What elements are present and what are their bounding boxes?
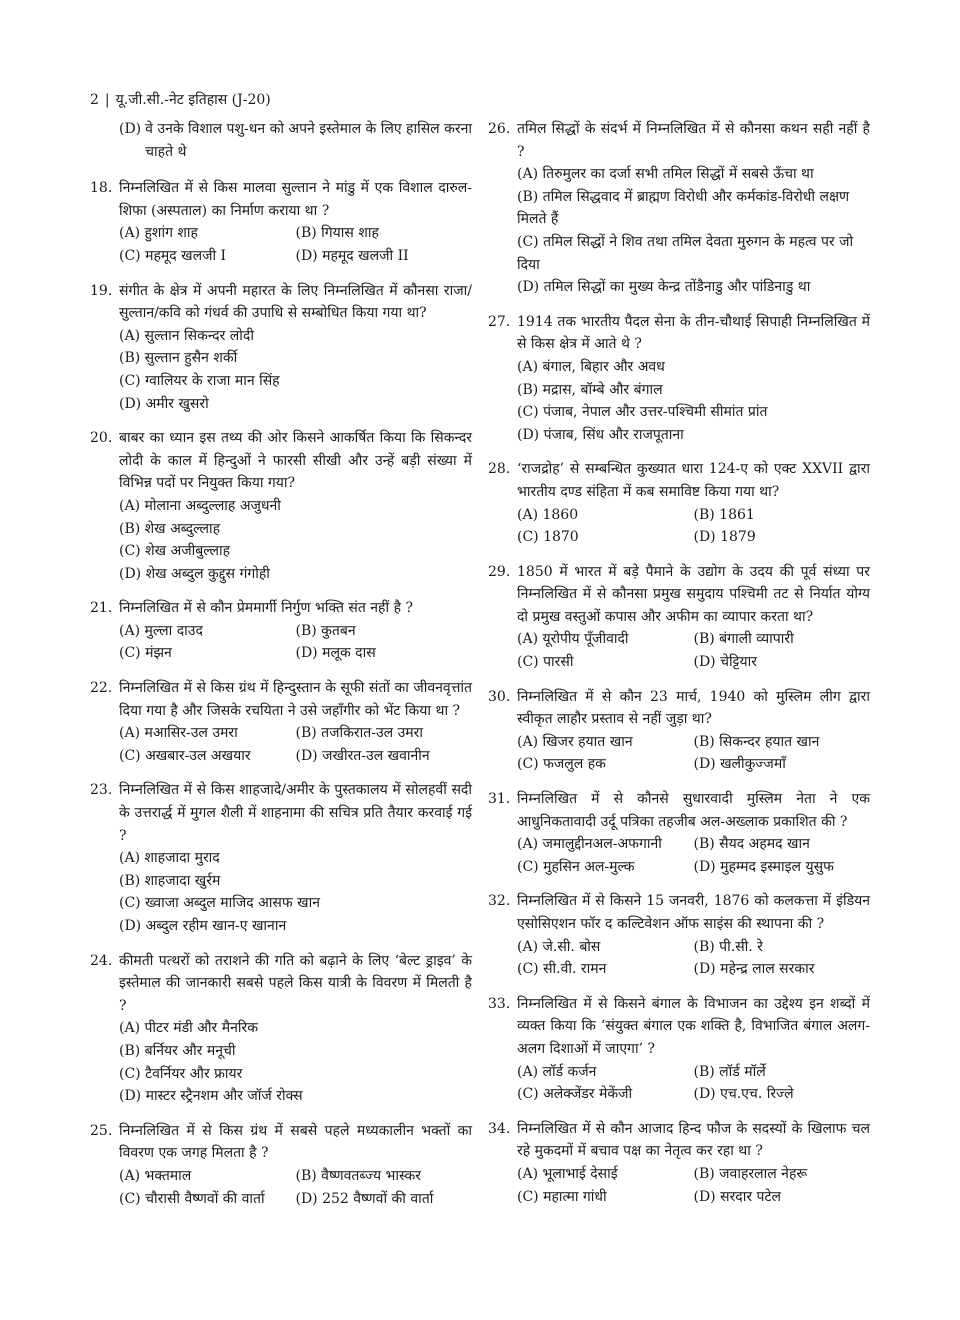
option-b: (B) सुल्तान हुसैन शर्की	[119, 350, 238, 367]
question-number: 18.	[90, 180, 113, 197]
option-b: (B) जवाहरलाल नेहरू	[693, 1165, 808, 1182]
option-a: (A) बंगाल, बिहार और अवध	[517, 358, 665, 375]
option-b: (B) तमिल सिद्धवाद में ब्राह्मण विरोधी और कर्मकांड-विरोधी लक्षण मिलते हैं	[517, 188, 850, 228]
question-26	[488, 118, 870, 299]
option-d: (D) खलीकुज्जमाँ	[693, 756, 786, 773]
option-d: (D) पंजाब, सिंध और राजपूताना	[517, 426, 684, 443]
option-d: (D) अमीर खुसरो	[119, 395, 209, 412]
question-23	[90, 779, 472, 937]
options-list	[488, 1163, 870, 1208]
question-number: 25.	[90, 1122, 113, 1139]
option-c: (C) अलेक्जेंडर मेकेंजी	[517, 1086, 633, 1103]
option-a: (A) खिजर हयात खान	[517, 733, 633, 750]
option-c: (C) मंझन	[119, 645, 172, 662]
question-number: 32.	[488, 893, 511, 910]
option-d: (D) महमूद खलजी II	[295, 247, 409, 264]
question-25	[90, 1120, 472, 1210]
option-a: (A) यूरोपीय पूँजीवादी	[517, 631, 629, 648]
question-31	[488, 788, 870, 878]
option-c: (C) महमूद खलजी I	[119, 247, 227, 264]
question-33	[488, 993, 870, 1106]
option-a: (A) मोलाना अब्दुल्लाह अजुधनी	[119, 497, 281, 514]
question-text: कीमती पत्थरों को तराशने की गति को बढ़ाने के लिए ‘बेल्ट ड्राइव’ के इस्तेमाल की जानकारी सबसे पहले किस यात्री के विवरण में मिलती है ?	[119, 952, 472, 1014]
question-text: निम्नलिखित में से किस मालवा सुल्तान ने मांडु में एक विशाल दारुल-शिफा (अस्पताल) का निर्माण कराया था ?	[119, 180, 472, 219]
options-list	[488, 356, 870, 446]
option-b: (B) लॉर्ड मॉर्ले	[693, 1063, 766, 1080]
option-a: (A) हुशांग शाह	[119, 225, 198, 242]
options-list	[90, 1017, 472, 1107]
option-d: (D) 252 वैष्णवों की वार्ता	[295, 1190, 434, 1207]
continued-option	[90, 118, 472, 163]
option-d: (D) मलूक दास	[295, 645, 376, 662]
options-list	[488, 936, 870, 981]
question-number: 27.	[488, 313, 511, 330]
option-d: (D) महेन्द्र लाल सरकार	[693, 961, 815, 978]
option-b: (B) शाहजादा खुर्रम	[119, 872, 221, 889]
question-text: बाबर का ध्यान इस तथ्य की ओर किसने आकर्षित किया कि सिकन्दर लोदी के काल में हिन्दुओं ने फारसी सीखी और उन्हें बड़ी संख्या में विभिन्न पदों पर नियुक्त किया गया?	[119, 430, 472, 492]
option-d: (D) चेट्टियार	[693, 654, 757, 671]
options-list	[90, 620, 472, 665]
option-b: (B) बंगाली व्यापारी	[693, 631, 794, 648]
question-text: निम्नलिखित में से किस ग्रंथ में सबसे पहले मध्यकालीन भक्तों का विवरण एक जगह मिलता है ?	[119, 1122, 472, 1162]
question-text: ‘राजद्रोह’ से सम्बन्धित कुख्यात धारा 124-ए को एक्ट XXVII द्वारा भारतीय दण्ड संहिता में कब समाविष्ट किया गया था?	[517, 461, 870, 500]
question-19	[90, 280, 472, 416]
page-number: 2	[90, 92, 99, 108]
question-text: निम्नलिखित में से किस शाहजादे/अमीर के पुस्तकालय में सोलहवीं सदी के उत्तरार्द्ध में मुगल शैली में शाहनामा की सचित्र प्रति तैयार करवाई गई ?	[119, 782, 472, 844]
question-34	[488, 1118, 870, 1208]
option-a: (A) 1860	[517, 506, 579, 523]
options-list	[488, 504, 870, 549]
option-text: वे उनके विशाल पशु-धन को अपने इस्तेमाल के लिए हासिल करना चाहते थे	[145, 121, 472, 160]
option-d: (D) जखीरत-उल खवानीन	[295, 747, 430, 764]
option-c: (C) सी.वी. रामन	[517, 961, 607, 978]
question-number: 19.	[90, 282, 113, 299]
question-number: 20.	[90, 430, 113, 447]
option-d: (D) मुहम्मद इस्माइल युसुफ	[693, 858, 834, 875]
question-text: निम्नलिखित में से किसने बंगाल के विभाजन का उद्देश्य इन शब्दों में व्यक्त किया कि ‘संयुक्त बंगाल एक शक्ति है, विभाजित बंगाल अलग-अलग दिशाओं में जाएगा’ ?	[517, 995, 870, 1057]
option-b: (B) शेख अब्दुल्लाह	[119, 520, 221, 537]
option-c: (C) 1870	[517, 529, 579, 546]
option-c: (C) टैवर्नियर और फ्रायर	[119, 1065, 243, 1082]
option-c: (C) तमिल सिद्धों ने शिव तथा तमिल देवता मुरुगन के महत्व पर जो दिया	[517, 233, 854, 273]
option-a: (A) सुल्तान सिकन्दर लोदी	[119, 327, 254, 344]
question-18	[90, 177, 472, 267]
question-number: 34.	[488, 1120, 511, 1137]
option-b: (B) मद्रास, बॉम्बे और बंगाल	[517, 381, 663, 398]
option-b: (B) बर्नियर और मनूची	[119, 1042, 236, 1059]
option-c: (C) मुहसिन अल-मुल्क	[517, 858, 635, 875]
option-a: (A) जमालुद्दीनअल-अफगानी	[517, 836, 662, 853]
options-list	[90, 222, 472, 267]
question-27	[488, 311, 870, 447]
option-a: (A) लॉर्ड कर्जन	[517, 1063, 597, 1080]
option-b: (B) वैष्णवतब्ज्य भास्कर	[295, 1167, 421, 1184]
option-c: (C) ख्वाजा अब्दुल माजिद आसफ खान	[119, 895, 320, 912]
question-28	[488, 458, 870, 548]
option-d: (D) शेख अब्दुल कुद्दुस गंगोही	[119, 565, 270, 582]
options-list	[488, 628, 870, 673]
option-b: (B) पी.सी. रे	[693, 938, 763, 955]
question-text: निम्नलिखित में से कौन आजाद हिन्द फौज के सदस्यों के खिलाफ चल रहे मुकदमों में बचाव पक्ष का नेतृत्व कर रहा था ?	[517, 1120, 870, 1160]
option-d: (D) एच.एच. रिज्ले	[693, 1086, 794, 1103]
question-text: संगीत के क्षेत्र में अपनी महारत के लिए निम्नलिखित में कौनसा राजा/सुल्तान/कवि को गंधर्व की उपाधि से सम्बोधित किया गया था?	[119, 282, 472, 322]
option-b: (B) सैयद अहमद खान	[693, 836, 810, 853]
option-a: (A) मआसिर-उल उमरा	[119, 725, 238, 742]
option-b: (B) तजकिरात-उल उमरा	[295, 725, 423, 742]
option-d: (D) सरदार पटेल	[693, 1188, 782, 1205]
option-c: (C) महात्मा गांधी	[517, 1188, 607, 1205]
question-number: 21.	[90, 600, 113, 617]
header-separator: |	[104, 92, 110, 108]
option-c: (C) फजलुल हक	[517, 756, 606, 773]
options-list	[90, 325, 472, 415]
option-d: (D) तमिल सिद्धों का मुख्य केन्द्र तोंडैनाडु और पांडिनाडु था	[517, 279, 811, 296]
option-d: (D) मास्टर स्ट्रैनशम और जॉर्ज रोक्स	[119, 1088, 303, 1105]
option-a: (A) तिरुमुलर का दर्जा सभी तमिल सिद्धों में सबसे ऊँचा था	[517, 166, 814, 183]
option-c: (C) चौरासी वैष्णवों की वार्ता	[119, 1190, 265, 1207]
option-a: (A) जे.सी. बोस	[517, 938, 601, 955]
option-d: (D) 1879	[693, 529, 756, 546]
option-a: (A) पीटर मंडी और मैनरिक	[119, 1020, 258, 1037]
options-list	[488, 163, 870, 299]
question-number: 29.	[488, 563, 511, 580]
options-list	[488, 833, 870, 878]
page-header	[90, 90, 271, 109]
question-text: तमिल सिद्धों के संदर्भ में निम्नलिखित में से कौनसा कथन सही नहीं है ?	[517, 121, 870, 160]
options-list	[90, 847, 472, 937]
option-b: (B) कुतबन	[295, 622, 356, 639]
question-text: 1914 तक भारतीय पैदल सेना के तीन-चौथाई सिपाही निम्नलिखित में से किस क्षेत्र में आते थे ?	[517, 313, 870, 353]
question-text: 1850 में भारत में बड़े पैमाने के उद्योग के उदय की पूर्व संध्या पर निम्नलिखित में से कौनसा प्रमुख समुदाय पश्चिमी तट से निर्यात योग्य दो प्रमुख वस्तुओं कपास और अफीम का व्यापार करता था?	[517, 563, 870, 625]
option-a: (A) शाहजादा मुराद	[119, 850, 220, 867]
question-number: 28.	[488, 461, 511, 478]
option-b: (B) सिकन्दर हयात खान	[693, 733, 820, 750]
option-b: (B) 1861	[693, 506, 755, 523]
question-number: 30.	[488, 688, 511, 705]
question-21	[90, 597, 472, 665]
question-number: 31.	[488, 791, 511, 808]
question-text: निम्नलिखित में से कौनसे सुधारवादी मुस्लिम नेता ने एक आधुनिकतावादी उर्दू पत्रिका तहजीब अल-अख्लाक प्रकाशित की ?	[517, 791, 870, 830]
options-list	[488, 1061, 870, 1106]
question-text: निम्नलिखित में से किस ग्रंथ में हिन्दुस्तान के सूफी संतों का जीवनवृत्तांत दिया गया है और जिसके रचयिता ने उसे जहाँगीर को भेंट किया था ?	[119, 680, 472, 719]
options-list	[90, 722, 472, 767]
option-b: (B) गियास शाह	[295, 225, 379, 242]
left-column	[90, 118, 472, 1222]
question-22	[90, 677, 472, 767]
option-c: (C) शेख अजीबुल्लाह	[119, 543, 231, 560]
option-a: (A) भूलाभाई देसाई	[517, 1165, 618, 1182]
question-20	[90, 427, 472, 585]
question-24	[90, 950, 472, 1108]
question-number: 23.	[90, 782, 113, 799]
question-30	[488, 686, 870, 776]
question-32	[488, 890, 870, 980]
right-column	[488, 118, 870, 1220]
question-29	[488, 561, 870, 674]
question-text: निम्नलिखित में से कौन 23 मार्च, 1940 को मुस्लिम लीग द्वारा स्वीकृत लाहौर प्रस्ताव से नहीं जुड़ा था?	[517, 688, 870, 728]
header-title: यू.जी.सी.-नेट इतिहास (J-20)	[115, 92, 271, 108]
option-label: (D)	[119, 121, 142, 137]
option-a: (A) भक्तमाल	[119, 1167, 192, 1184]
option-c: (C) पंजाब, नेपाल और उत्तर-पश्चिमी सीमांत प्रांत	[517, 404, 768, 421]
question-number: 26.	[488, 121, 511, 137]
question-number: 22.	[90, 680, 113, 697]
question-number: 33.	[488, 995, 511, 1012]
options-list	[90, 495, 472, 585]
options-list	[488, 731, 870, 776]
question-number: 24.	[90, 952, 113, 969]
option-c: (C) पारसी	[517, 654, 574, 671]
question-text: निम्नलिखित में से कौन प्रेममार्गी निर्गुण भक्ति संत नहीं है ?	[119, 600, 413, 617]
option-c: (C) ग्वालियर के राजा मान सिंह	[119, 372, 280, 389]
option-c: (C) अखबार-उल अखयार	[119, 747, 251, 764]
options-list	[90, 1165, 472, 1210]
question-text: निम्नलिखित में से किसने 15 जनवरी, 1876 को कलकत्ता में इंडियन एसोसिएशन फॉर द कल्टिवेशन ऑफ साइंस की स्थापना की ?	[517, 893, 870, 932]
option-d: (D) अब्दुल रहीम खान-ए खानान	[119, 918, 287, 934]
option-a: (A) मुल्ला दाउद	[119, 622, 203, 639]
